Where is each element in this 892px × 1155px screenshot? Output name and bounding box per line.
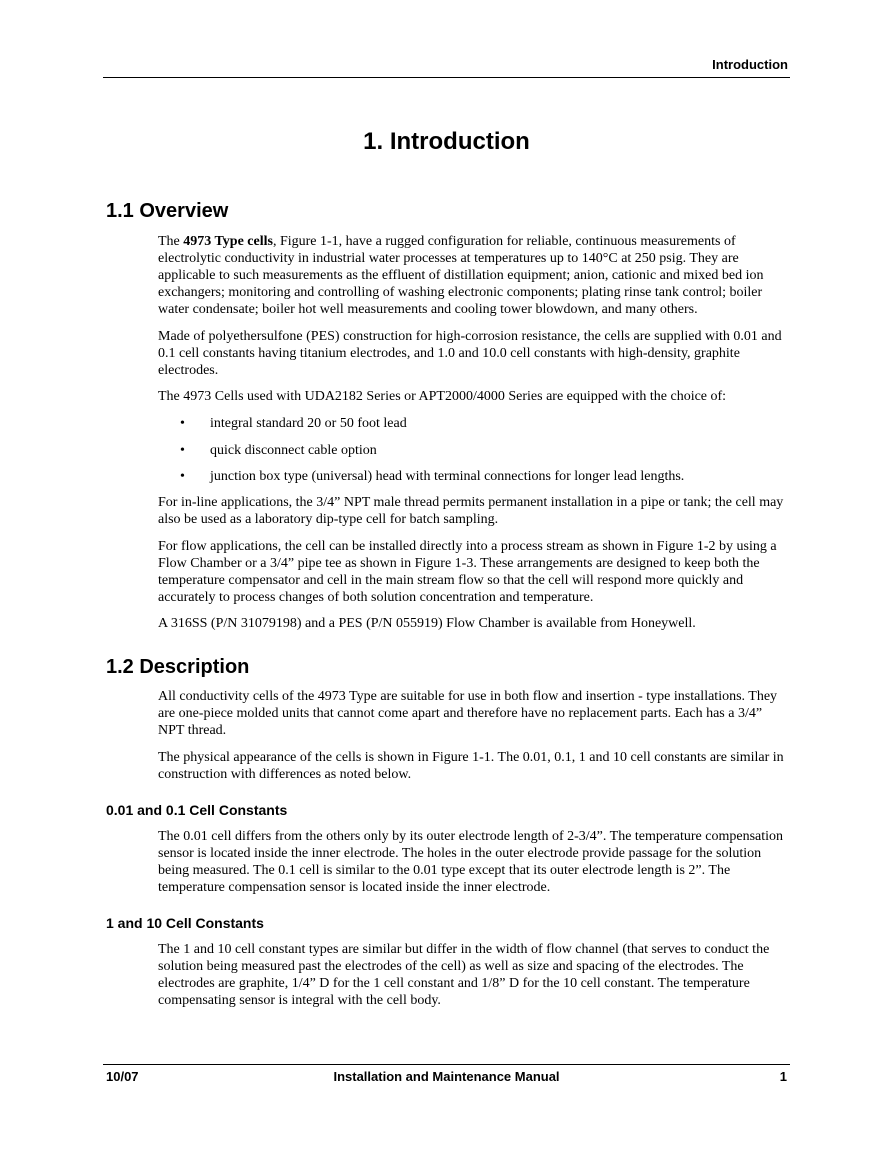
footer-rule bbox=[103, 1064, 790, 1065]
cell-001-paragraph: The 0.01 cell differs from the others only by its outer electrode length of 2-3/4”. The temperature compensation sensor is located inside the inner electrode. The holes in the outer electrode provide passage for the solution being measured. The 0.1 cell is similar to the 0.01 type except that its outer electrode length is 2”. The temperature compensation sensor is located inside the inner electrode. bbox=[158, 829, 784, 895]
bullet-item: quick disconnect cable option bbox=[210, 443, 377, 458]
overview-paragraph-4: For in-line applications, the 3/4” NPT male thread permits permanent installation in a pipe or tank; the cell may also be used as a laboratory dip-type cell for batch sampling. bbox=[158, 495, 784, 527]
page-number: 1 bbox=[779, 1069, 787, 1084]
bullet-item: integral standard 20 or 50 foot lead bbox=[210, 416, 407, 431]
cell-1-10-paragraph: The 1 and 10 cell constant types are similar but differ in the width of flow channel (that serves to conduct the solution being measured past the electrodes of the cell) as well as size and spacing of the electrodes. The electrodes are graphite, 1/4” D for the 1 cell constant and 1/8” D for the 10 cell constant. The temperature compensating sensor is integral with the cell body. bbox=[158, 942, 770, 1008]
chapter-title: 1. Introduction bbox=[363, 128, 530, 155]
bullet-marker: • bbox=[180, 443, 185, 458]
overview-paragraph-2: Made of polyethersulfone (PES) construction for high-corrosion resistance, the cells are supplied with 0.01 and 0.1 cell constants having titanium electrodes, and 1.0 and 10.0 cell constants with high-density, graphite electrodes. bbox=[158, 329, 782, 378]
overview-paragraph-6: A 316SS (P/N 31079198) and a PES (P/N 055919) Flow Chamber is available from Honeywell. bbox=[158, 616, 696, 631]
subsection-heading-1-10-cell: 1 and 10 Cell Constants bbox=[106, 915, 264, 931]
bullet-marker: • bbox=[180, 416, 185, 431]
header-rule bbox=[103, 77, 790, 78]
subsection-heading-001-cell: 0.01 and 0.1 Cell Constants bbox=[106, 802, 288, 818]
description-paragraph-2: The physical appearance of the cells is shown in Figure 1-1. The 0.01, 0.1, 1 and 10 cell constants are similar in construction with differences as noted below. bbox=[158, 750, 784, 782]
product-name: 4973 Type cells bbox=[183, 234, 273, 249]
footer-manual-title: Installation and Maintenance Manual bbox=[333, 1069, 560, 1084]
description-paragraph-1: All conductivity cells of the 4973 Type are suitable for use in both flow and insertion - type installations. They are one-piece molded units that cannot come apart and therefore have no replacement parts. Each has a 3/4” NPT thread. bbox=[158, 689, 778, 738]
running-header: Introduction bbox=[712, 57, 788, 72]
footer-date: 10/07 bbox=[106, 1069, 139, 1084]
bullet-marker: • bbox=[180, 469, 185, 484]
section-heading-description: 1.2 Description bbox=[106, 656, 250, 678]
overview-paragraph-5: For flow applications, the cell can be installed directly into a process stream as shown in Figure 1-2 by using a Flow Chamber or a 3/4” pipe tee as shown in Figure 1-3. These arrangements are designed to keep both the temperature compensator and cell in the main stream flow so that the cell will respond more quickly and accurately to process changes of both solution concentration and temperature. bbox=[158, 539, 777, 605]
bullet-item: junction box type (universal) head with terminal connections for longer lead lengths. bbox=[210, 469, 685, 484]
overview-paragraph-3: The 4973 Cells used with UDA2182 Series or APT2000/4000 Series are equipped with the choice of: bbox=[158, 389, 727, 404]
overview-paragraph-1: The 4973 Type cells, Figure 1-1, have a rugged configuration for reliable, continuous measurements of electrolytic conductivity in industrial water processes at temperatures up to 140°C at 250 psig. They are applicable to such measurements as the effluent of distillation equipment; anion, cationic and mixed bed ion exchangers; monitoring and controlling of washing electronic components; plating rinse tank control; boiler water condensate; boiler hot well measurements and cooling tower blowdown, and many others. bbox=[158, 234, 764, 317]
section-heading-overview: 1.1 Overview bbox=[106, 200, 229, 222]
